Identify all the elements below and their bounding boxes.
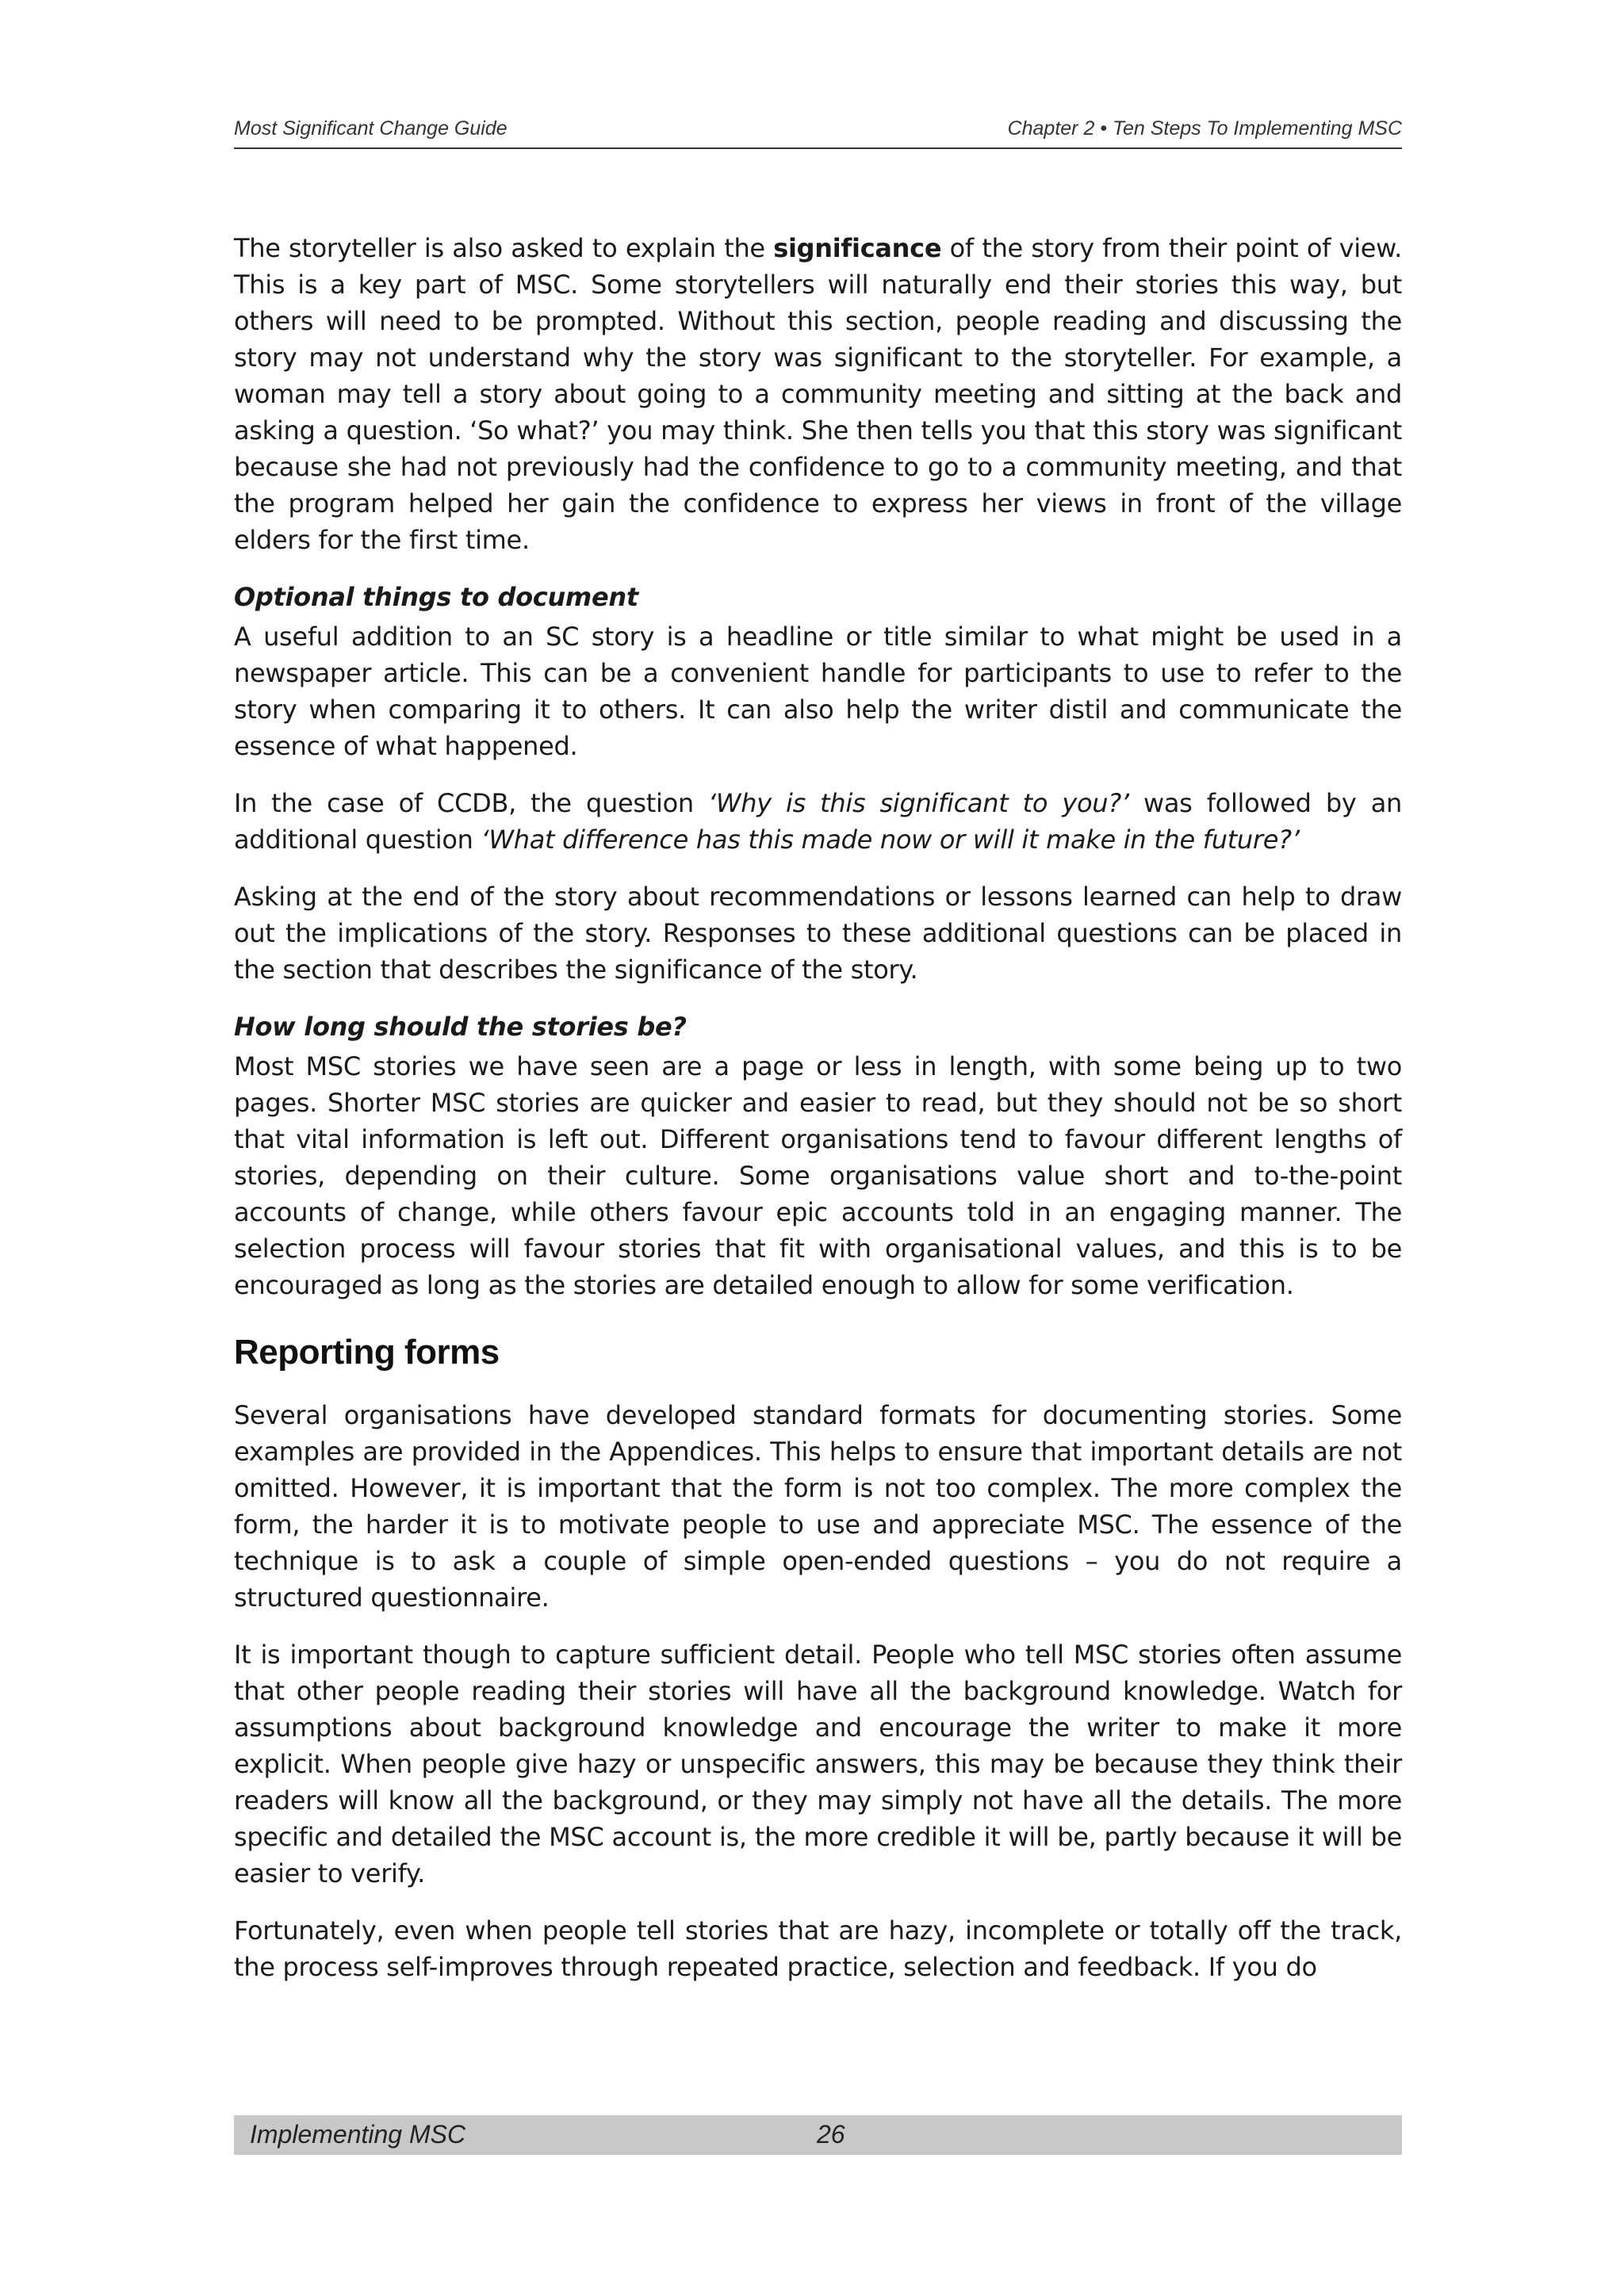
header-chapter-title: Chapter 2 • Ten Steps To Implementing MSC [1007, 117, 1402, 140]
paragraph-standard-formats: Several organisations have developed standard formats for documenting stories. Some examples are provided in the Appendices. This helps to ensure that important details are not omitted. However, it is important that the form is not too complex. The more complex the form, the harder it is to motivate people to use and appreciate MSC. The essence of the technique is to ask a couple of simple open-ended questions – you do not require a structured questionnaire. [234, 1400, 1402, 1613]
quote-what-difference: ‘What difference has this made now or will it make in the future?’ [481, 825, 1300, 855]
bold-term-significance: significance [773, 233, 942, 263]
footer-bar [234, 2115, 1402, 2155]
paragraph-recommendations: Asking at the end of the story about recommendations or lessons learned can help to draw out the implications of the story. Responses to these additional questions can be placed in the section that describes the significance of the story. [234, 882, 1402, 985]
paragraph-ccdb: In the case of CCDB, the question ‘Why is this significant to you?’ was followed by an additional question ‘What difference has this made now or will it make in the future?’ [234, 788, 1402, 855]
footer-section-name: Implementing MSC [250, 2120, 466, 2149]
section-heading-reporting-forms: Reporting forms [234, 1333, 500, 1372]
paragraph-sufficient-detail: It is important though to capture sufficient detail. People who tell MSC stories often assume that other people reading their stories will have all the background knowledge. Watch for assumptions about background knowledge and encourage the writer to make it more explicit. When people give hazy or unspecific answers, this may be because they think their readers will know all the background, or they may simply not have all the details. The more specific and detailed the MSC account is, the more credible it will be, partly because it will be easier to verify. [234, 1640, 1402, 1888]
header-guide-title: Most Significant Change Guide [234, 117, 508, 140]
paragraph-self-improves: Fortunately, even when people tell stories that are hazy, incomplete or totally off the track, the process self-improves through repeated practice, selection and feedback. If you do [234, 1915, 1402, 1982]
page-number: 26 [817, 2120, 845, 2149]
quote-why-significant: ‘Why is this significant to you?’ [708, 788, 1129, 818]
running-header [234, 117, 1402, 149]
paragraph-headline: A useful addition to an SC story is a headline or title similar to what might be used in a newspaper article. This can be a convenient handle for participants to use to refer to the story when comparing it to others. It can also help the writer distil and communicate the essence of what happened. [234, 622, 1402, 761]
body-text [234, 230, 1402, 2006]
subheading-story-length: How long should the stories be? [234, 1012, 687, 1042]
subheading-optional-things: Optional things to document [234, 582, 638, 612]
paragraph-significance: The storyteller is also asked to explain the significance of the story from their point of view. This is a key part of MSC. Some storytellers will naturally end their stories this way, but others will need to be prompted. Without this section, people reading and discussing the story may not understand why the story was significant to the storyteller. For example, a woman may tell a story about going to a community meeting and sitting at the back and asking a question. ‘So what?’ you may think. She then tells you that this story was significant because she had not previously had the confidence to go to a community meeting, and that the program helped her gain the confidence to express her views in front of the village elders for the first time. [234, 233, 1402, 555]
paragraph-story-length: Most MSC stories we have seen are a page or less in length, with some being up to two pages. Shorter MSC stories are quicker and easier to read, but they should not be so short that vital information is left out. Different organisations tend to favour different lengths of stories, depending on their culture. Some organisations value short and to-the-point accounts of change, while others favour epic accounts told in an engaging manner. The selection process will favour stories that fit with organisational values, and this is to be encouraged as long as the stories are detailed enough to allow for some verification. [234, 1051, 1402, 1300]
